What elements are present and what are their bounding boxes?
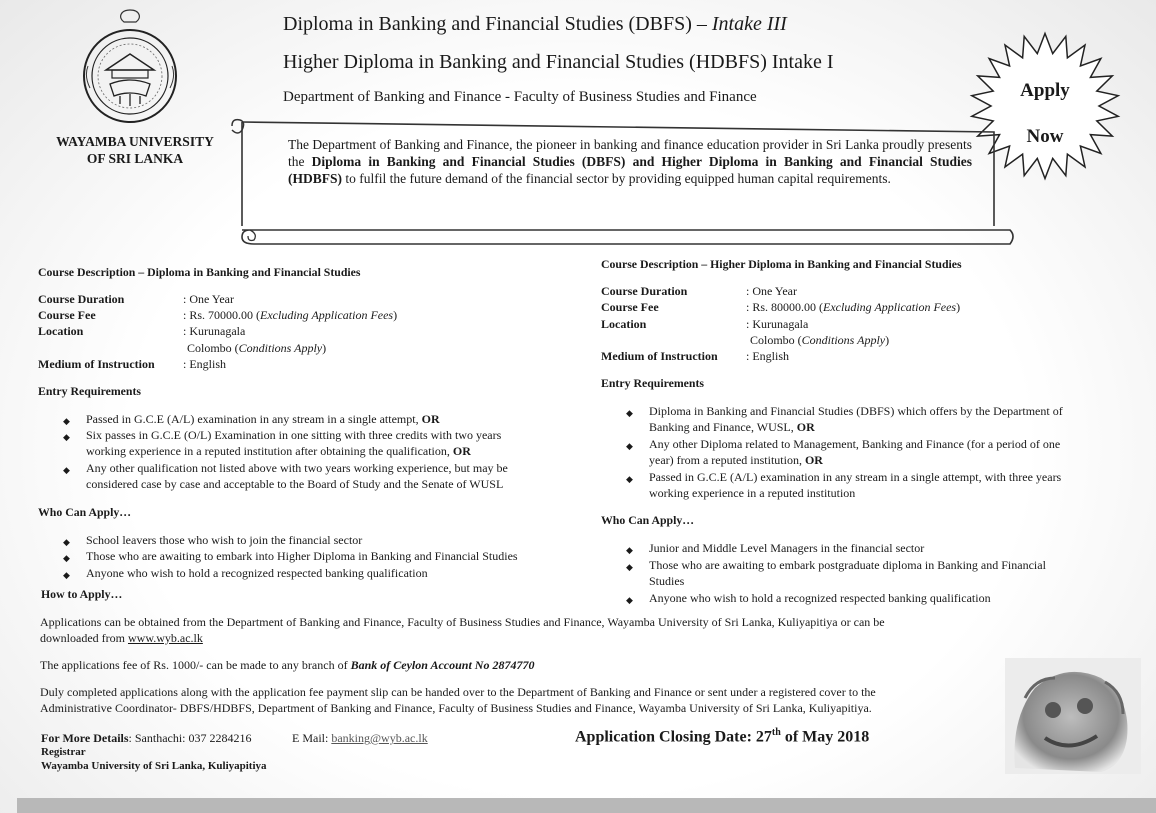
list-item-text-2: Banking and Finance, WUSL, [649,420,797,434]
how-paragraph-2 [40,657,534,673]
list-item: School leavers those who wish to join the financial sector [86,533,363,547]
list-item [649,469,1061,501]
hdbfs-location-label: Location [601,317,647,331]
dbfs-medium-label: Medium of Instruction [38,357,155,371]
hdbfs-location2-end: ) [885,333,890,347]
website-link[interactable]: www.wyb.ac.lk [127,631,203,645]
hdbfs-location2-city: Colombo ( [750,333,802,347]
list-item-or: OR [796,420,815,434]
bullet-icon: ◆ [63,537,70,547]
hdbfs-who-heading: Who Can Apply… [601,513,695,527]
dbfs-location2-city: Colombo ( [187,341,239,355]
bullet-icon: ◆ [626,408,633,418]
list-item [649,436,1060,468]
dbfs-fee-end: ) [393,308,398,322]
list-item-text: Six passes in G.C.E (O/L) Examination in one sitting with three credits with two years [86,428,502,442]
how-paragraph-1 [40,614,1000,646]
hdbfs-fee-note: Excluding Application Fees [823,300,957,314]
university-name-line1: WAYAMBA UNIVERSITY [56,134,214,149]
intro-paragraph [288,136,972,187]
list-item: Those who are awaiting to embark into Higher Diploma in Banking and Financial Studies [86,549,518,563]
dbfs-location2 [187,341,326,356]
bullet-icon: ◆ [626,474,633,484]
intro-text-1: The Department of Banking and Finance, the pioneer in banking and finance education provider in Sri Lanka proudly presents the [288,137,972,169]
apply-badge-word2: Now [1026,126,1064,147]
contact-email [292,731,428,746]
bullet-icon: ◆ [63,432,70,442]
dbfs-location-label: Location [38,324,84,338]
intro-text-2: to fulfil the future demand of the financial sector by providing equipped human capital requirements. [342,171,891,186]
title-dbfs [283,13,787,36]
dbfs-fee [183,308,397,323]
list-item-text: Passed in G.C.E (A/L) examination in any stream in a single attempt, with three years [649,470,1062,484]
bullet-icon: ◆ [626,545,633,555]
how-p3-line2: Administrative Coordinator- DBFS/HDBFS, Department of Banking and Finance, Faculty of Business Studies and Finance, Wayamba University of Sri Lanka, Kuliyapitiya. [40,701,872,715]
apply-badge-word1: Apply [1020,80,1070,101]
list-item-text: Any other Diploma related to Management, Banking and Finance (for a period of one [649,437,1061,451]
intro-text-bold: Diploma in Banking and Financial Studies (DBFS) and Higher Diploma in Banking and Financial Studies (HDBFS) [288,154,972,186]
hdbfs-fee [746,300,960,315]
registrar: Registrar [41,746,86,758]
closing-date-sup: th [771,727,781,738]
list-item-or: OR [421,412,440,426]
hdbfs-fee-end: ) [956,300,961,314]
list-item-text: Passed in G.C.E (A/L) examination in any stream in a single attempt, [86,412,422,426]
bullet-icon: ◆ [626,562,633,572]
bullet-icon: ◆ [63,416,70,426]
bank-account: Bank of Ceylon Account No 2874770 [350,658,535,672]
how-paragraph-3 [40,684,1000,716]
university-name [40,133,230,167]
hdbfs-heading: Course Description – Higher Diploma in Banking and Financial Studies [601,257,962,271]
registrar-org: Wayamba University of Sri Lanka, Kuliyapitiya [41,760,267,772]
dbfs-fee-label: Course Fee [38,308,96,322]
dbfs-medium: : English [183,357,227,371]
how-p1-line1: Applications can be obtained from the Department of Banking and Finance, Faculty of Business Studies and Finance, Wayamba University of Sri Lanka, Kuliyapitiya or can be [40,615,885,629]
university-emblem-icon [80,8,180,130]
list-item: Anyone who wish to hold a recognized respected banking qualification [86,566,428,580]
hdbfs-medium: : English [746,349,790,363]
hdbfs-location1: : Kurunagala [746,317,809,331]
dbfs-location2-end: ) [322,341,327,355]
dbfs-fee-note: Excluding Application Fees [260,308,394,322]
hdbfs-entry-heading: Entry Requirements [601,376,704,390]
list-item-text-2: year) from a reputed institution, [649,453,805,467]
closing-date-a: Application Closing Date: 27 [575,728,772,746]
how-p1-line2: downloaded from [40,631,128,645]
bullet-icon: ◆ [63,570,70,580]
bullet-icon: ◆ [63,465,70,475]
university-name-line2: OF SRI LANKA [86,151,184,166]
hdbfs-location2 [750,333,889,348]
hdbfs-duration: : One Year [746,284,797,298]
hdbfs-fee-label: Course Fee [601,300,659,314]
list-item [649,557,1046,589]
dbfs-heading: Course Description – Diploma in Banking and Financial Studies [38,265,361,279]
how-p2-text: The applications fee of Rs. 1000/- can be made to any branch of [40,658,351,672]
hdbfs-duration-label: Course Duration [601,284,688,298]
title-hdbfs: Higher Diploma in Banking and Financial Studies (HDBFS) Intake I [283,51,834,73]
closing-date [575,727,869,746]
list-item [86,460,508,492]
how-p3-line1: Duly completed applications along with the application fee payment slip can be handed over to the Department of Banking and Finance or sent under a registered cover to the [40,685,876,699]
dbfs-entry-heading: Entry Requirements [38,384,141,398]
list-item-text-2: considered case by case and acceptable to the Board of Study and the Senate of WUSL [86,477,504,491]
list-item-text-2: working experience in a reputed institution [649,486,856,500]
title-dbfs-main: Diploma in Banking and Financial Studies (DBFS) – [283,13,712,35]
list-item: Anyone who wish to hold a recognized respected banking qualification [649,591,991,605]
list-item-or: OR [452,444,471,458]
list-item-text-2: Studies [649,574,685,588]
dbfs-location1: : Kurunagala [183,324,246,338]
dbfs-duration: : One Year [183,292,234,306]
list-item: Junior and Middle Level Managers in the financial sector [649,541,925,555]
dbfs-location2-note: Conditions Apply [238,341,323,355]
hdbfs-medium-label: Medium of Instruction [601,349,718,363]
bullet-icon: ◆ [626,595,633,605]
contact-label: For More Details [41,731,129,745]
hdbfs-location2-note: Conditions Apply [801,333,886,347]
dbfs-duration-label: Course Duration [38,292,125,306]
list-item-or: OR [804,453,823,467]
lion-statue-image [1005,658,1141,774]
list-item [86,427,501,459]
department-subtitle: Department of Banking and Finance - Faculty of Business Studies and Finance [283,89,757,105]
bottom-bar [17,798,1156,813]
list-item-text: Any other qualification not listed above with two years working experience, but may be [86,461,508,475]
bullet-icon: ◆ [63,553,70,563]
contact-details [41,731,252,746]
email-label: E Mail: [292,731,332,745]
dbfs-who-heading: Who Can Apply… [38,505,132,519]
bullet-icon: ◆ [626,441,633,451]
list-item-text-2: working experience in a reputed institution after obtaining the qualification, [86,444,453,458]
hdbfs-fee-amount: : Rs. 80000.00 ( [746,300,824,314]
dbfs-fee-amount: : Rs. 70000.00 ( [183,308,261,322]
how-heading: How to Apply… [41,587,123,601]
list-item-text: Diploma in Banking and Financial Studies (DBFS) which offers by the Department of [649,404,1063,418]
title-dbfs-intake: Intake III [711,13,787,35]
list-item-text: Those who are awaiting to embark postgraduate diploma in Banking and Financial [649,558,1046,572]
email-link[interactable]: banking@wyb.ac.lk [331,731,428,745]
list-item [86,411,440,427]
list-item [649,403,1063,435]
contact-phone: : Santhachi: 037 2284216 [128,731,252,745]
closing-date-b: of May 2018 [780,728,870,746]
